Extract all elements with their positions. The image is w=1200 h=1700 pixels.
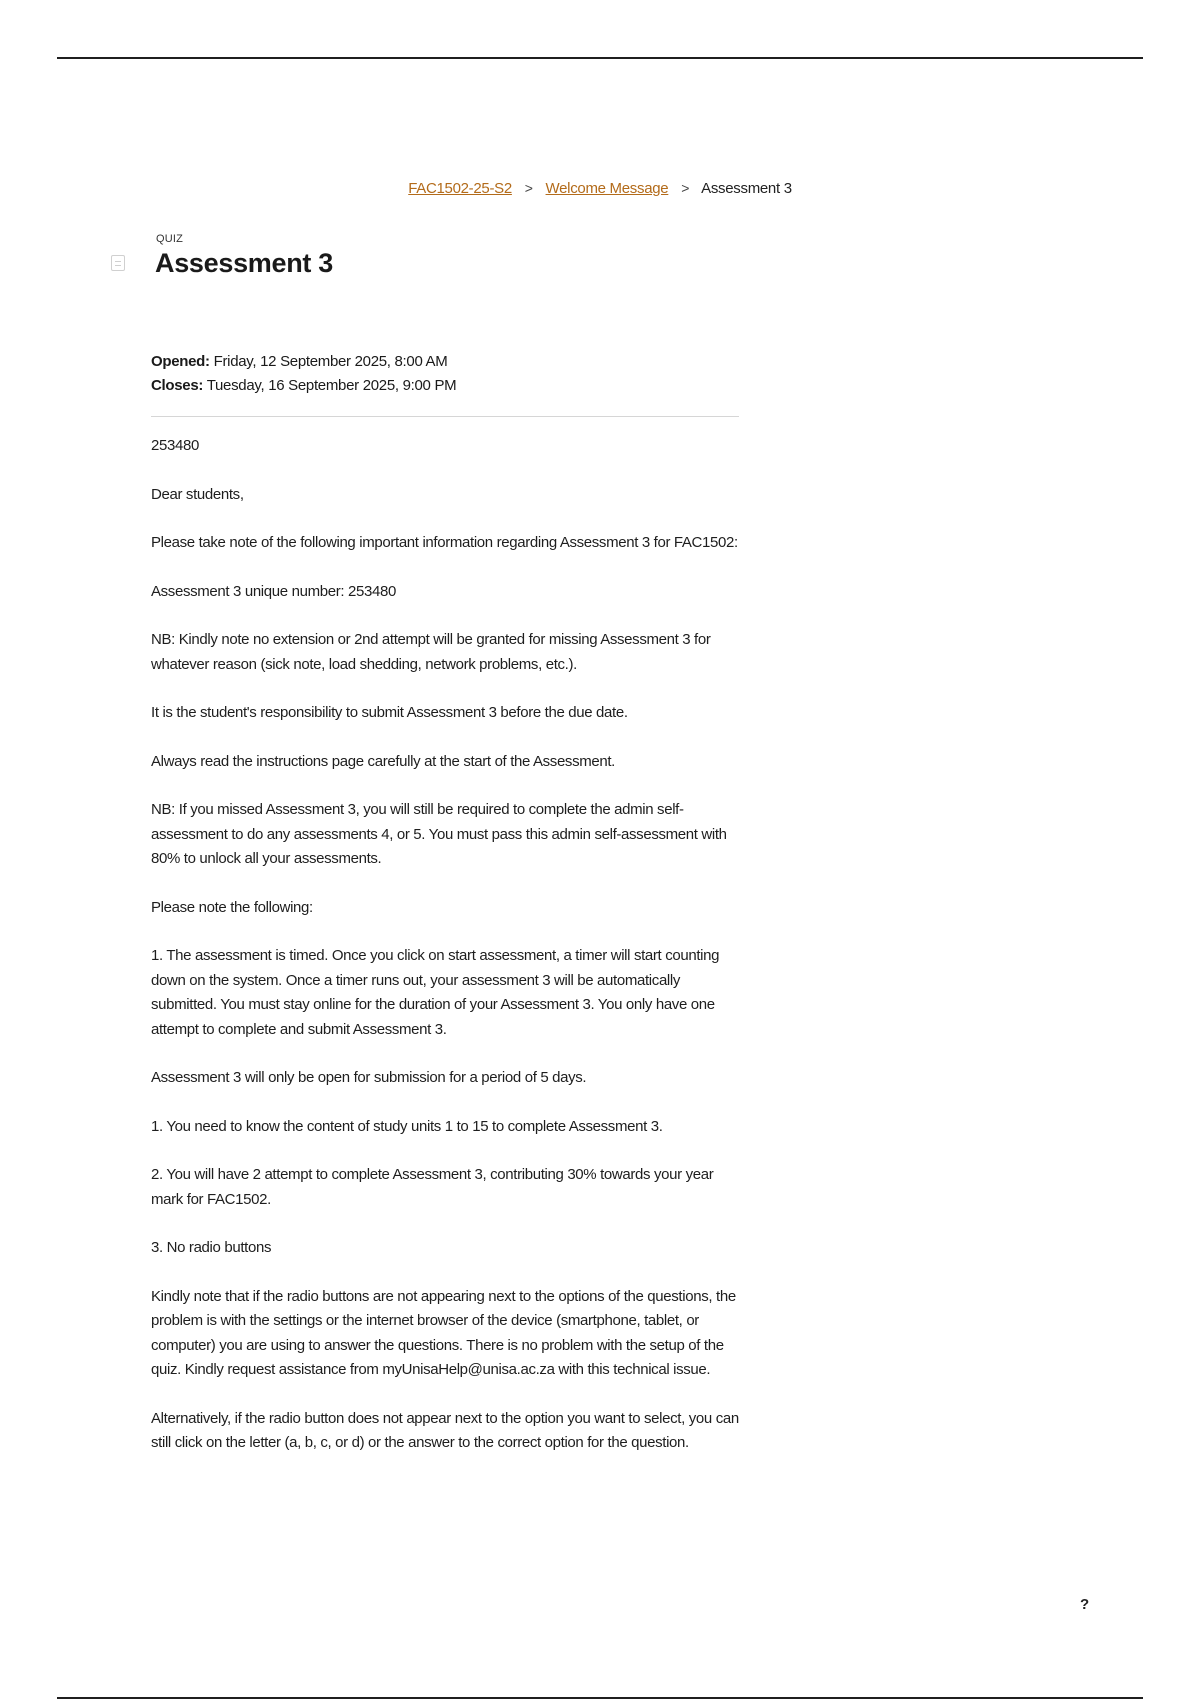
- activity-dates: [151, 350, 456, 398]
- description-paragraph: Assessment 3 unique number: 253480: [151, 582, 396, 600]
- quiz-document-icon: [111, 255, 125, 271]
- activity-type-label: QUIZ: [156, 233, 184, 245]
- description-paragraph: Alternatively, if the radio button does not appear next to the option you want to select, you can still click on the letter (a, b, c, or d) or the answer to the correct option for the question.: [151, 1409, 739, 1451]
- closes-value: Tuesday, 16 September 2025, 9:00 PM: [206, 377, 457, 394]
- quiz-description: [151, 434, 741, 1480]
- description-paragraph: Please take note of the following important information regarding Assessment 3 for FAC1502:: [151, 534, 738, 551]
- opened-label: Opened:: [151, 353, 210, 370]
- description-paragraph: 253480: [151, 437, 199, 454]
- opened-date-row: [151, 350, 456, 374]
- description-paragraph: NB: If you missed Assessment 3, you will still be required to complete the admin self-assessment to do any assessments 4, or 5. You must pass this admin self-assessment with 80% to unlock all your assessments.: [151, 801, 727, 867]
- bottom-rule: [57, 1697, 1143, 1699]
- description-paragraph: Dear students,: [151, 485, 244, 503]
- description-paragraph: Always read the instructions page carefully at the start of the Assessment.: [151, 752, 615, 770]
- breadcrumb-current: Assessment 3: [701, 180, 792, 197]
- breadcrumb-course-link[interactable]: FAC1502-25-S2: [408, 180, 512, 197]
- breadcrumb-section-link[interactable]: Welcome Message: [545, 180, 669, 197]
- opened-value: Friday, 12 September 2025, 8:00 AM: [213, 353, 448, 370]
- top-rule: [57, 57, 1143, 59]
- description-paragraph: Kindly note that if the radio buttons are not appearing next to the options of the questions, the problem is with the settings or the internet browser of the device (smartphone, tablet, or computer) you are using to answer the questions. There is no problem with the setup of the quiz. Kindly request assistance from myUnisaHelp@unisa.ac.za with this technical issue.: [151, 1287, 736, 1378]
- description-paragraph: It is the student's responsibility to submit Assessment 3 before the due date.: [151, 704, 628, 721]
- description-paragraph: 1. The assessment is timed. Once you click on start assessment, a timer will start counting down on the system. Once a timer runs out, your assessment 3 will be automatically submitted. You must stay online for the duration of your Assessment 3. You only have one attempt to complete and submit Assessment 3.: [151, 947, 720, 1038]
- breadcrumb: [0, 180, 1200, 197]
- closes-label: Closes:: [151, 377, 204, 394]
- description-paragraph: NB: Kindly note no extension or 2nd attempt will be granted for missing Assessment 3 for whatever reason (sick note, load shedding, network problems, etc.).: [151, 631, 711, 673]
- closes-date-row: [151, 374, 456, 398]
- page-title: Assessment 3: [155, 248, 334, 278]
- section-divider: [151, 416, 739, 417]
- chevron-right-icon: >: [681, 180, 690, 196]
- description-paragraph: 1. You need to know the content of study units 1 to 15 to complete Assessment 3.: [151, 1117, 663, 1135]
- description-paragraph: 3. No radio buttons: [151, 1239, 272, 1256]
- help-icon[interactable]: ?: [1080, 1596, 1090, 1613]
- description-paragraph: Please note the following:: [151, 898, 313, 916]
- description-paragraph: 2. You will have 2 attempt to complete Assessment 3, contributing 30% towards your year mark for FAC1502.: [151, 1166, 714, 1208]
- description-paragraph: Assessment 3 will only be open for submission for a period of 5 days.: [151, 1069, 587, 1086]
- chevron-right-icon: >: [524, 180, 533, 196]
